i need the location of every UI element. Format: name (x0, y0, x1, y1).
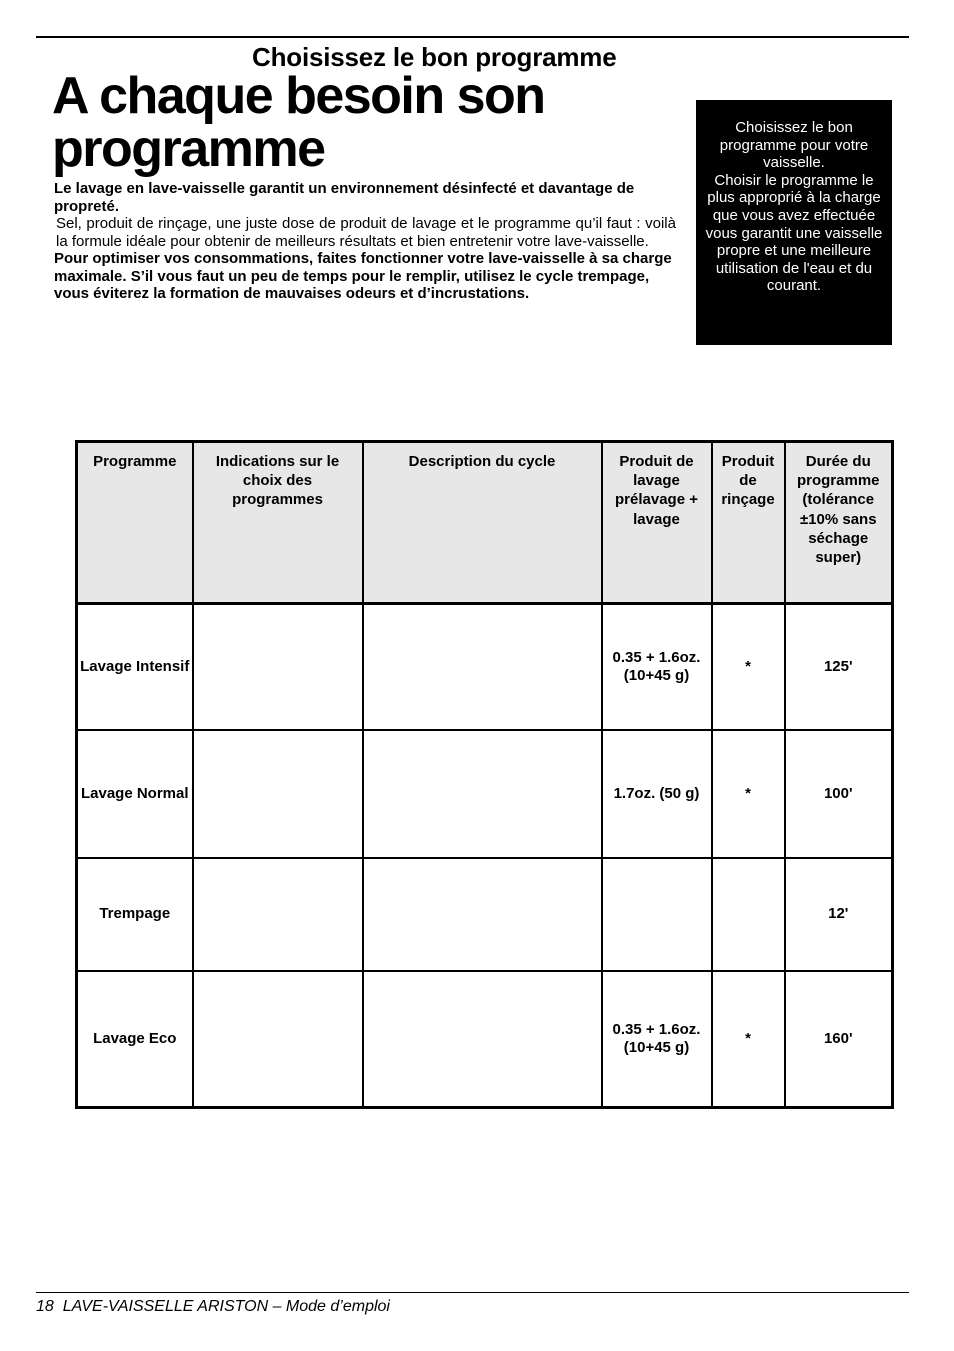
table-row (77, 971, 893, 1108)
cell-duree: 160' (785, 971, 893, 1108)
cell-duree: 12' (785, 858, 893, 971)
page-footer (36, 1298, 390, 1316)
header-produit-rincage: Produit de rinçage (712, 442, 785, 604)
cell-indications (193, 971, 363, 1108)
cell-description (363, 730, 602, 858)
sidebox-line-1: Choisissez le bon programme pour votre vaisselle. (719, 119, 869, 172)
cell-description (363, 604, 602, 730)
section-subtitle: Choisissez le bon programme (252, 42, 617, 72)
cell-description (363, 858, 602, 971)
cell-programme: Trempage (77, 858, 193, 971)
cell-produit: 1.7oz. (50 g) (602, 730, 712, 858)
cell-rincage (712, 858, 785, 971)
cell-rincage: * (712, 730, 785, 858)
table-row (77, 604, 893, 730)
cell-rincage: * (712, 604, 785, 730)
info-sidebox (696, 100, 892, 345)
intro-paragraph-3: Pour optimiser vos consommations, faites fonctionner votre lave-vaisselle à sa charge maximale. S’il vous faut un peu de temps pour le remplir, utilisez le cycle trempage, vous éviterez la formation de mauvaises odeurs et d’incrustations. (54, 250, 672, 302)
header-description: Description du cycle (363, 442, 602, 604)
cell-description (363, 971, 602, 1108)
table-row (77, 730, 893, 858)
footer-page-number: 18 (36, 1298, 54, 1315)
cell-duree: 125' (785, 604, 893, 730)
cell-programme: Lavage Normal (77, 730, 193, 858)
intro-paragraph-1: Le lavage en lave-vaisselle garantit un environnement désinfecté et davantage de propreté. (54, 180, 635, 215)
cell-programme: Lavage Intensif (77, 604, 193, 730)
intro-text (54, 180, 684, 303)
cell-rincage: * (712, 971, 785, 1108)
table-header-row (77, 442, 893, 604)
cell-produit (602, 858, 712, 971)
cell-duree: 100' (785, 730, 893, 858)
cell-produit: 0.35 + 1.6oz. (10+45 g) (602, 971, 712, 1108)
footer-brand: LAVE-VAISSELLE ARISTON – (62, 1298, 282, 1315)
table-row (77, 858, 893, 971)
sidebox-line-2: Choisir le programme le plus approprié à la charge que vous avez effectuée vous garantit une vaisselle propre et une meilleure utilisation de l'eau et du courant. (705, 171, 883, 295)
header-programme: Programme (77, 442, 193, 604)
header-indications: Indications sur le choix des programmes (193, 442, 363, 604)
programme-table (75, 440, 894, 1109)
cell-programme: Lavage Eco (77, 971, 193, 1108)
cell-indications (193, 730, 363, 858)
page-title: A chaque besoin son programme (52, 67, 545, 178)
header-duree: Durée du programme (tolérance ±10% sans séchage super) (785, 442, 893, 604)
cell-indications (193, 858, 363, 971)
intro-paragraph-2: Sel, produit de rinçage, une juste dose de produit de lavage et le programme qu’il faut : voilà la formule idéale pour obtenir de meilleurs résultats et bien entretenir votre lave-vaisselle. (56, 215, 676, 250)
footer-doc-title: Mode d’emploi (285, 1298, 390, 1315)
header-produit-lavage: Produit de lavage prélavage + lavage (602, 442, 712, 604)
cell-produit: 0.35 + 1.6oz. (10+45 g) (602, 604, 712, 730)
cell-indications (193, 604, 363, 730)
bottom-rule (36, 1292, 909, 1293)
top-rule (36, 36, 909, 38)
